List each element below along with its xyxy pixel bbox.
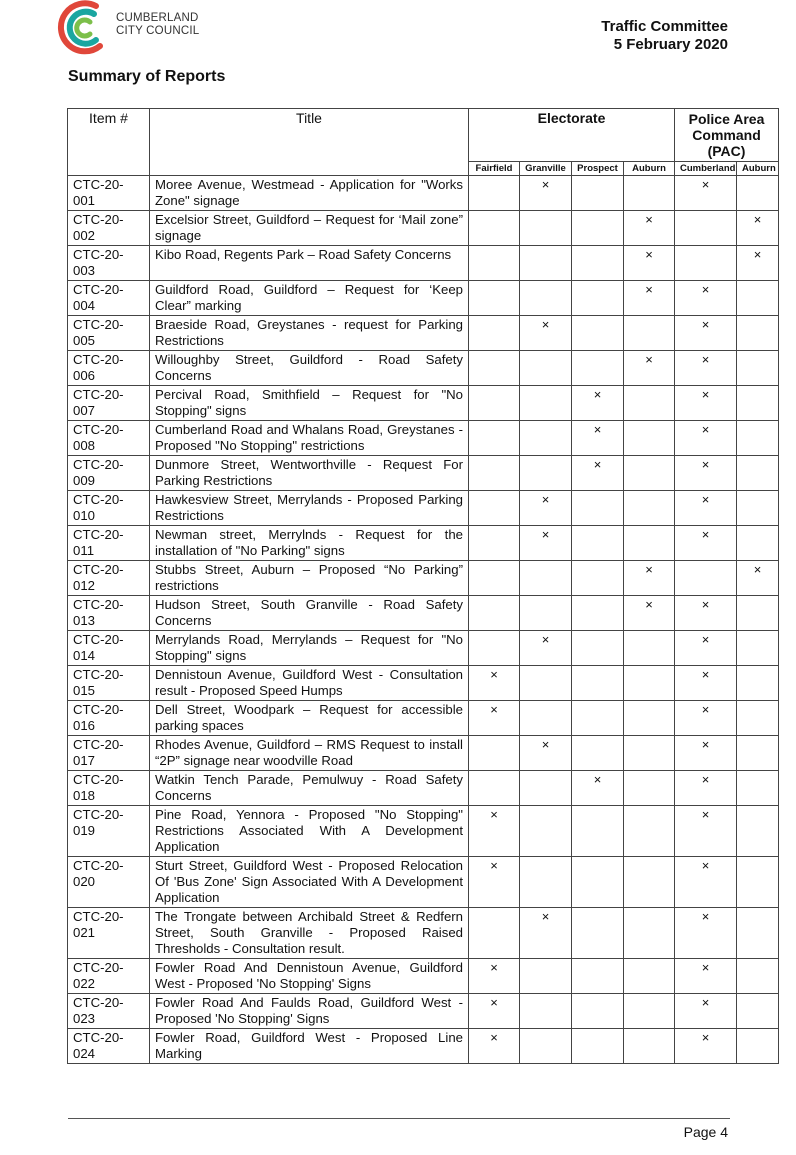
- cross-mark-icon: ×: [541, 317, 550, 332]
- mark-cell-checked: [675, 386, 737, 421]
- item-number: CTC-20-007: [68, 386, 150, 421]
- item-number: CTC-20-004: [68, 281, 150, 316]
- sub-header-prospect-2: Prospect: [572, 162, 624, 176]
- mark-cell-empty: [572, 857, 624, 908]
- mark-cell-checked: [675, 351, 737, 386]
- item-number: CTC-20-012: [68, 561, 150, 596]
- mark-cell-checked: [675, 857, 737, 908]
- item-number: CTC-20-005: [68, 316, 150, 351]
- report-title: Merrylands Road, Merrylands – Request for "No Stopping" signs: [150, 631, 469, 666]
- report-title: Hawkesview Street, Merrylands - Proposed Parking Restrictions: [150, 491, 469, 526]
- report-title: Kibo Road, Regents Park – Road Safety Concerns: [150, 246, 469, 281]
- mark-cell-checked: [675, 456, 737, 491]
- mark-cell-checked: [520, 176, 572, 211]
- report-title: Braeside Road, Greystanes - request for Parking Restrictions: [150, 316, 469, 351]
- mark-cell-empty: [520, 246, 572, 281]
- mark-cell-empty: [737, 908, 779, 959]
- table-row: [68, 631, 779, 666]
- table-row: [68, 491, 779, 526]
- mark-cell-empty: [624, 736, 675, 771]
- mark-cell-empty: [572, 959, 624, 994]
- cross-mark-icon: ×: [701, 352, 710, 367]
- mark-cell-checked: [675, 959, 737, 994]
- col-item-header: Item #: [68, 109, 150, 176]
- mark-cell-empty: [737, 666, 779, 701]
- mark-cell-empty: [572, 526, 624, 561]
- item-number: CTC-20-021: [68, 908, 150, 959]
- report-title: Watkin Tench Parade, Pemulwuy - Road Safety Concerns: [150, 771, 469, 806]
- mark-cell-empty: [469, 316, 520, 351]
- mark-cell-empty: [737, 959, 779, 994]
- mark-cell-checked: [469, 857, 520, 908]
- council-logo-icon: [56, 0, 112, 56]
- cross-mark-icon: ×: [701, 995, 710, 1010]
- mark-cell-empty: [624, 631, 675, 666]
- mark-cell-empty: [572, 701, 624, 736]
- mark-cell-empty: [624, 176, 675, 211]
- mark-cell-checked: [469, 994, 520, 1029]
- cross-mark-icon: ×: [701, 960, 710, 975]
- cross-mark-icon: ×: [645, 282, 653, 297]
- mark-cell-checked: [624, 211, 675, 246]
- cross-mark-icon: ×: [490, 960, 498, 975]
- mark-cell-empty: [572, 316, 624, 351]
- mark-cell-empty: [737, 631, 779, 666]
- mark-cell-empty: [737, 491, 779, 526]
- item-number: CTC-20-019: [68, 806, 150, 857]
- mark-cell-empty: [572, 246, 624, 281]
- pac-header: Police Area Command (PAC): [675, 109, 779, 162]
- mark-cell-empty: [469, 771, 520, 806]
- mark-cell-empty: [469, 631, 520, 666]
- cross-mark-icon: ×: [645, 212, 653, 227]
- cross-mark-icon: ×: [593, 387, 602, 402]
- mark-cell-empty: [624, 908, 675, 959]
- mark-cell-empty: [624, 771, 675, 806]
- mark-cell-checked: [737, 246, 779, 281]
- mark-cell-checked: [469, 959, 520, 994]
- table-row: [68, 857, 779, 908]
- mark-cell-empty: [624, 994, 675, 1029]
- mark-cell-checked: [520, 526, 572, 561]
- mark-cell-empty: [737, 316, 779, 351]
- mark-cell-checked: [572, 456, 624, 491]
- item-number: CTC-20-002: [68, 211, 150, 246]
- mark-cell-empty: [520, 806, 572, 857]
- mark-cell-checked: [675, 806, 737, 857]
- report-title: Sturt Street, Guildford West - Proposed Relocation Of 'Bus Zone' Sign Associated With A Development Application: [150, 857, 469, 908]
- mark-cell-checked: [469, 806, 520, 857]
- mark-cell-empty: [624, 491, 675, 526]
- mark-cell-checked: [469, 666, 520, 701]
- mark-cell-checked: [675, 701, 737, 736]
- cross-mark-icon: ×: [541, 527, 550, 542]
- mark-cell-empty: [572, 561, 624, 596]
- cross-mark-icon: ×: [701, 457, 710, 472]
- mark-cell-checked: [572, 386, 624, 421]
- table-row: [68, 1029, 779, 1064]
- cross-mark-icon: ×: [701, 1030, 710, 1045]
- report-title: Hudson Street, South Granville - Road Safety Concerns: [150, 596, 469, 631]
- item-number: CTC-20-020: [68, 857, 150, 908]
- mark-cell-empty: [520, 959, 572, 994]
- mark-cell-empty: [520, 386, 572, 421]
- mark-cell-empty: [469, 351, 520, 386]
- cross-mark-icon: ×: [753, 212, 762, 227]
- report-title: Pine Road, Yennora - Proposed "No Stopping" Restrictions Associated With A Development Application: [150, 806, 469, 857]
- mark-cell-empty: [520, 771, 572, 806]
- mark-cell-empty: [469, 596, 520, 631]
- mark-cell-empty: [737, 736, 779, 771]
- cross-mark-icon: ×: [645, 352, 653, 367]
- mark-cell-checked: [520, 908, 572, 959]
- cross-mark-icon: ×: [593, 422, 602, 437]
- mark-cell-empty: [469, 456, 520, 491]
- sub-header-auburn-5: Auburn: [737, 162, 779, 176]
- mark-cell-empty: [572, 806, 624, 857]
- council-name: [116, 12, 199, 38]
- mark-cell-empty: [572, 176, 624, 211]
- sub-header-cumberland-4: Cumberland: [675, 162, 737, 176]
- cross-mark-icon: ×: [490, 807, 498, 822]
- meeting-date: 5 February 2020: [613, 36, 728, 53]
- cross-mark-icon: ×: [701, 597, 710, 612]
- mark-cell-empty: [520, 596, 572, 631]
- mark-cell-checked: [624, 281, 675, 316]
- mark-cell-empty: [469, 421, 520, 456]
- mark-cell-empty: [737, 994, 779, 1029]
- mark-cell-checked: [737, 561, 779, 596]
- mark-cell-checked: [675, 176, 737, 211]
- table-row: [68, 771, 779, 806]
- mark-cell-checked: [572, 421, 624, 456]
- mark-cell-empty: [737, 176, 779, 211]
- cross-mark-icon: ×: [701, 772, 710, 787]
- cross-mark-icon: ×: [490, 1030, 498, 1045]
- cross-mark-icon: ×: [701, 177, 710, 192]
- table-row: [68, 701, 779, 736]
- mark-cell-empty: [520, 701, 572, 736]
- table-row: [68, 421, 779, 456]
- mark-cell-empty: [572, 281, 624, 316]
- cross-mark-icon: ×: [593, 457, 602, 472]
- reports-table-body: [68, 176, 779, 1064]
- electorate-header: Electorate: [469, 109, 675, 162]
- mark-cell-checked: [675, 631, 737, 666]
- cross-mark-icon: ×: [541, 909, 550, 924]
- mark-cell-checked: [675, 908, 737, 959]
- mark-cell-empty: [469, 211, 520, 246]
- cross-mark-icon: ×: [541, 492, 550, 507]
- item-number: CTC-20-003: [68, 246, 150, 281]
- council-name-line2: CITY COUNCIL: [116, 25, 200, 37]
- mark-cell-empty: [469, 246, 520, 281]
- cross-mark-icon: ×: [701, 527, 710, 542]
- mark-cell-empty: [737, 857, 779, 908]
- cross-mark-icon: ×: [701, 702, 710, 717]
- mark-cell-checked: [675, 1029, 737, 1064]
- mark-cell-empty: [469, 176, 520, 211]
- report-title: Rhodes Avenue, Guildford – RMS Request to install “2P” signage near woodville Road: [150, 736, 469, 771]
- report-title: Willoughby Street, Guildford - Road Safety Concerns: [150, 351, 469, 386]
- mark-cell-empty: [572, 211, 624, 246]
- header-meta: [601, 18, 728, 54]
- table-row: [68, 806, 779, 857]
- mark-cell-empty: [572, 351, 624, 386]
- col-title-header: Title: [150, 109, 469, 176]
- table-row: [68, 994, 779, 1029]
- mark-cell-empty: [520, 1029, 572, 1064]
- page-title: Summary of Reports: [68, 68, 226, 85]
- mark-cell-empty: [572, 491, 624, 526]
- report-title: Dell Street, Woodpark – Request for accessible parking spaces: [150, 701, 469, 736]
- report-title: Percival Road, Smithfield – Request for "No Stopping" signs: [150, 386, 469, 421]
- mark-cell-checked: [675, 736, 737, 771]
- cross-mark-icon: ×: [701, 422, 710, 437]
- item-number: CTC-20-015: [68, 666, 150, 701]
- item-number: CTC-20-008: [68, 421, 150, 456]
- mark-cell-empty: [737, 596, 779, 631]
- mark-cell-empty: [624, 316, 675, 351]
- mark-cell-empty: [624, 526, 675, 561]
- mark-cell-empty: [572, 736, 624, 771]
- mark-cell-empty: [675, 211, 737, 246]
- report-title: Fowler Road, Guildford West - Proposed Line Marking: [150, 1029, 469, 1064]
- mark-cell-empty: [737, 456, 779, 491]
- mark-cell-checked: [520, 631, 572, 666]
- item-number: CTC-20-022: [68, 959, 150, 994]
- cross-mark-icon: ×: [645, 562, 653, 577]
- item-number: CTC-20-010: [68, 491, 150, 526]
- cross-mark-icon: ×: [701, 317, 710, 332]
- cross-mark-icon: ×: [490, 858, 498, 873]
- sub-header-auburn-3: Auburn: [624, 162, 675, 176]
- report-title: Fowler Road And Dennistoun Avenue, Guildford West - Proposed 'No Stopping' Signs: [150, 959, 469, 994]
- table-row: [68, 351, 779, 386]
- mark-cell-empty: [624, 857, 675, 908]
- committee-name: Traffic Committee: [601, 18, 728, 35]
- cross-mark-icon: ×: [753, 562, 762, 577]
- table-row: [68, 736, 779, 771]
- item-number: CTC-20-013: [68, 596, 150, 631]
- mark-cell-empty: [469, 491, 520, 526]
- mark-cell-empty: [469, 526, 520, 561]
- cross-mark-icon: ×: [701, 909, 710, 924]
- item-number: CTC-20-006: [68, 351, 150, 386]
- mark-cell-empty: [624, 959, 675, 994]
- cross-mark-icon: ×: [753, 247, 762, 262]
- footer-divider: [68, 1118, 730, 1119]
- table-row: [68, 386, 779, 421]
- table-row: [68, 211, 779, 246]
- mark-cell-empty: [675, 561, 737, 596]
- mark-cell-empty: [520, 281, 572, 316]
- mark-cell-checked: [675, 526, 737, 561]
- mark-cell-empty: [624, 421, 675, 456]
- cross-mark-icon: ×: [541, 737, 550, 752]
- table-row: [68, 561, 779, 596]
- mark-cell-empty: [572, 596, 624, 631]
- mark-cell-empty: [520, 994, 572, 1029]
- table-row: [68, 316, 779, 351]
- table-row: [68, 526, 779, 561]
- mark-cell-empty: [469, 908, 520, 959]
- mark-cell-checked: [675, 994, 737, 1029]
- report-title: Dunmore Street, Wentworthville - Request For Parking Restrictions: [150, 456, 469, 491]
- item-number: CTC-20-023: [68, 994, 150, 1029]
- mark-cell-empty: [520, 666, 572, 701]
- mark-cell-empty: [572, 631, 624, 666]
- item-number: CTC-20-014: [68, 631, 150, 666]
- mark-cell-empty: [520, 561, 572, 596]
- cross-mark-icon: ×: [593, 772, 602, 787]
- mark-cell-empty: [572, 908, 624, 959]
- mark-cell-empty: [469, 736, 520, 771]
- mark-cell-checked: [469, 701, 520, 736]
- sub-header-fairfield-0: Fairfield: [469, 162, 520, 176]
- mark-cell-checked: [675, 281, 737, 316]
- item-number: CTC-20-017: [68, 736, 150, 771]
- item-number: CTC-20-024: [68, 1029, 150, 1064]
- mark-cell-empty: [737, 351, 779, 386]
- cross-mark-icon: ×: [645, 597, 653, 612]
- table-row: [68, 596, 779, 631]
- table-row: [68, 456, 779, 491]
- mark-cell-empty: [624, 806, 675, 857]
- mark-cell-empty: [520, 456, 572, 491]
- mark-cell-empty: [520, 211, 572, 246]
- mark-cell-empty: [624, 1029, 675, 1064]
- cross-mark-icon: ×: [701, 387, 710, 402]
- table-row: [68, 281, 779, 316]
- cross-mark-icon: ×: [701, 282, 710, 297]
- mark-cell-empty: [572, 994, 624, 1029]
- report-title: Guildford Road, Guildford – Request for ‘Keep Clear” marking: [150, 281, 469, 316]
- cross-mark-icon: ×: [701, 492, 710, 507]
- mark-cell-empty: [737, 806, 779, 857]
- mark-cell-empty: [737, 701, 779, 736]
- cross-mark-icon: ×: [701, 667, 710, 682]
- table-row: [68, 666, 779, 701]
- report-title: Stubbs Street, Auburn – Proposed “No Parking” restrictions: [150, 561, 469, 596]
- table-row: [68, 246, 779, 281]
- mark-cell-empty: [737, 771, 779, 806]
- mark-cell-checked: [520, 736, 572, 771]
- mark-cell-checked: [520, 491, 572, 526]
- mark-cell-empty: [737, 1029, 779, 1064]
- mark-cell-checked: [624, 351, 675, 386]
- cross-mark-icon: ×: [701, 807, 710, 822]
- item-number: CTC-20-018: [68, 771, 150, 806]
- mark-cell-empty: [469, 561, 520, 596]
- cross-mark-icon: ×: [490, 995, 498, 1010]
- table-row: [68, 908, 779, 959]
- mark-cell-empty: [469, 386, 520, 421]
- page-number: Page 4: [683, 1124, 728, 1140]
- mark-cell-empty: [572, 1029, 624, 1064]
- council-logo: [56, 0, 236, 56]
- mark-cell-checked: [624, 561, 675, 596]
- mark-cell-empty: [520, 421, 572, 456]
- council-name-line1: CUMBERLAND: [116, 12, 199, 24]
- item-number: CTC-20-011: [68, 526, 150, 561]
- report-title: The Trongate between Archibald Street & Redfern Street, South Granville - Proposed Raised Thresholds - Consultation result.: [150, 908, 469, 959]
- reports-table: [67, 108, 779, 1064]
- mark-cell-checked: [675, 421, 737, 456]
- report-title: Newman street, Merrylnds - Request for the installation of "No Parking" signs: [150, 526, 469, 561]
- report-title: Dennistoun Avenue, Guildford West - Consultation result - Proposed Speed Humps: [150, 666, 469, 701]
- mark-cell-empty: [520, 857, 572, 908]
- cross-mark-icon: ×: [701, 632, 710, 647]
- cross-mark-icon: ×: [490, 667, 498, 682]
- mark-cell-checked: [572, 771, 624, 806]
- mark-cell-empty: [624, 456, 675, 491]
- cross-mark-icon: ×: [645, 247, 653, 262]
- mark-cell-empty: [737, 526, 779, 561]
- mark-cell-empty: [624, 701, 675, 736]
- mark-cell-checked: [675, 596, 737, 631]
- mark-cell-checked: [469, 1029, 520, 1064]
- table-row: [68, 176, 779, 211]
- mark-cell-empty: [572, 666, 624, 701]
- item-number: CTC-20-001: [68, 176, 150, 211]
- mark-cell-checked: [675, 316, 737, 351]
- cross-mark-icon: ×: [701, 737, 710, 752]
- mark-cell-checked: [675, 771, 737, 806]
- cross-mark-icon: ×: [541, 177, 550, 192]
- mark-cell-empty: [737, 281, 779, 316]
- cross-mark-icon: ×: [490, 702, 498, 717]
- mark-cell-checked: [624, 596, 675, 631]
- item-number: CTC-20-016: [68, 701, 150, 736]
- report-title: Moree Avenue, Westmead - Application for "Works Zone" signage: [150, 176, 469, 211]
- report-title: Fowler Road And Faulds Road, Guildford West - Proposed 'No Stopping' Signs: [150, 994, 469, 1029]
- table-row: [68, 959, 779, 994]
- item-number: CTC-20-009: [68, 456, 150, 491]
- mark-cell-checked: [624, 246, 675, 281]
- mark-cell-empty: [469, 281, 520, 316]
- mark-cell-checked: [675, 666, 737, 701]
- mark-cell-empty: [737, 421, 779, 456]
- sub-header-granville-1: Granville: [520, 162, 572, 176]
- cross-mark-icon: ×: [701, 858, 710, 873]
- report-title: Cumberland Road and Whalans Road, Greystanes - Proposed "No Stopping" restrictions: [150, 421, 469, 456]
- mark-cell-checked: [737, 211, 779, 246]
- mark-cell-empty: [520, 351, 572, 386]
- cross-mark-icon: ×: [541, 632, 550, 647]
- report-title: Excelsior Street, Guildford – Request for ‘Mail zone” signage: [150, 211, 469, 246]
- mark-cell-empty: [624, 666, 675, 701]
- mark-cell-checked: [675, 491, 737, 526]
- mark-cell-empty: [624, 386, 675, 421]
- mark-cell-empty: [737, 386, 779, 421]
- mark-cell-empty: [675, 246, 737, 281]
- mark-cell-checked: [520, 316, 572, 351]
